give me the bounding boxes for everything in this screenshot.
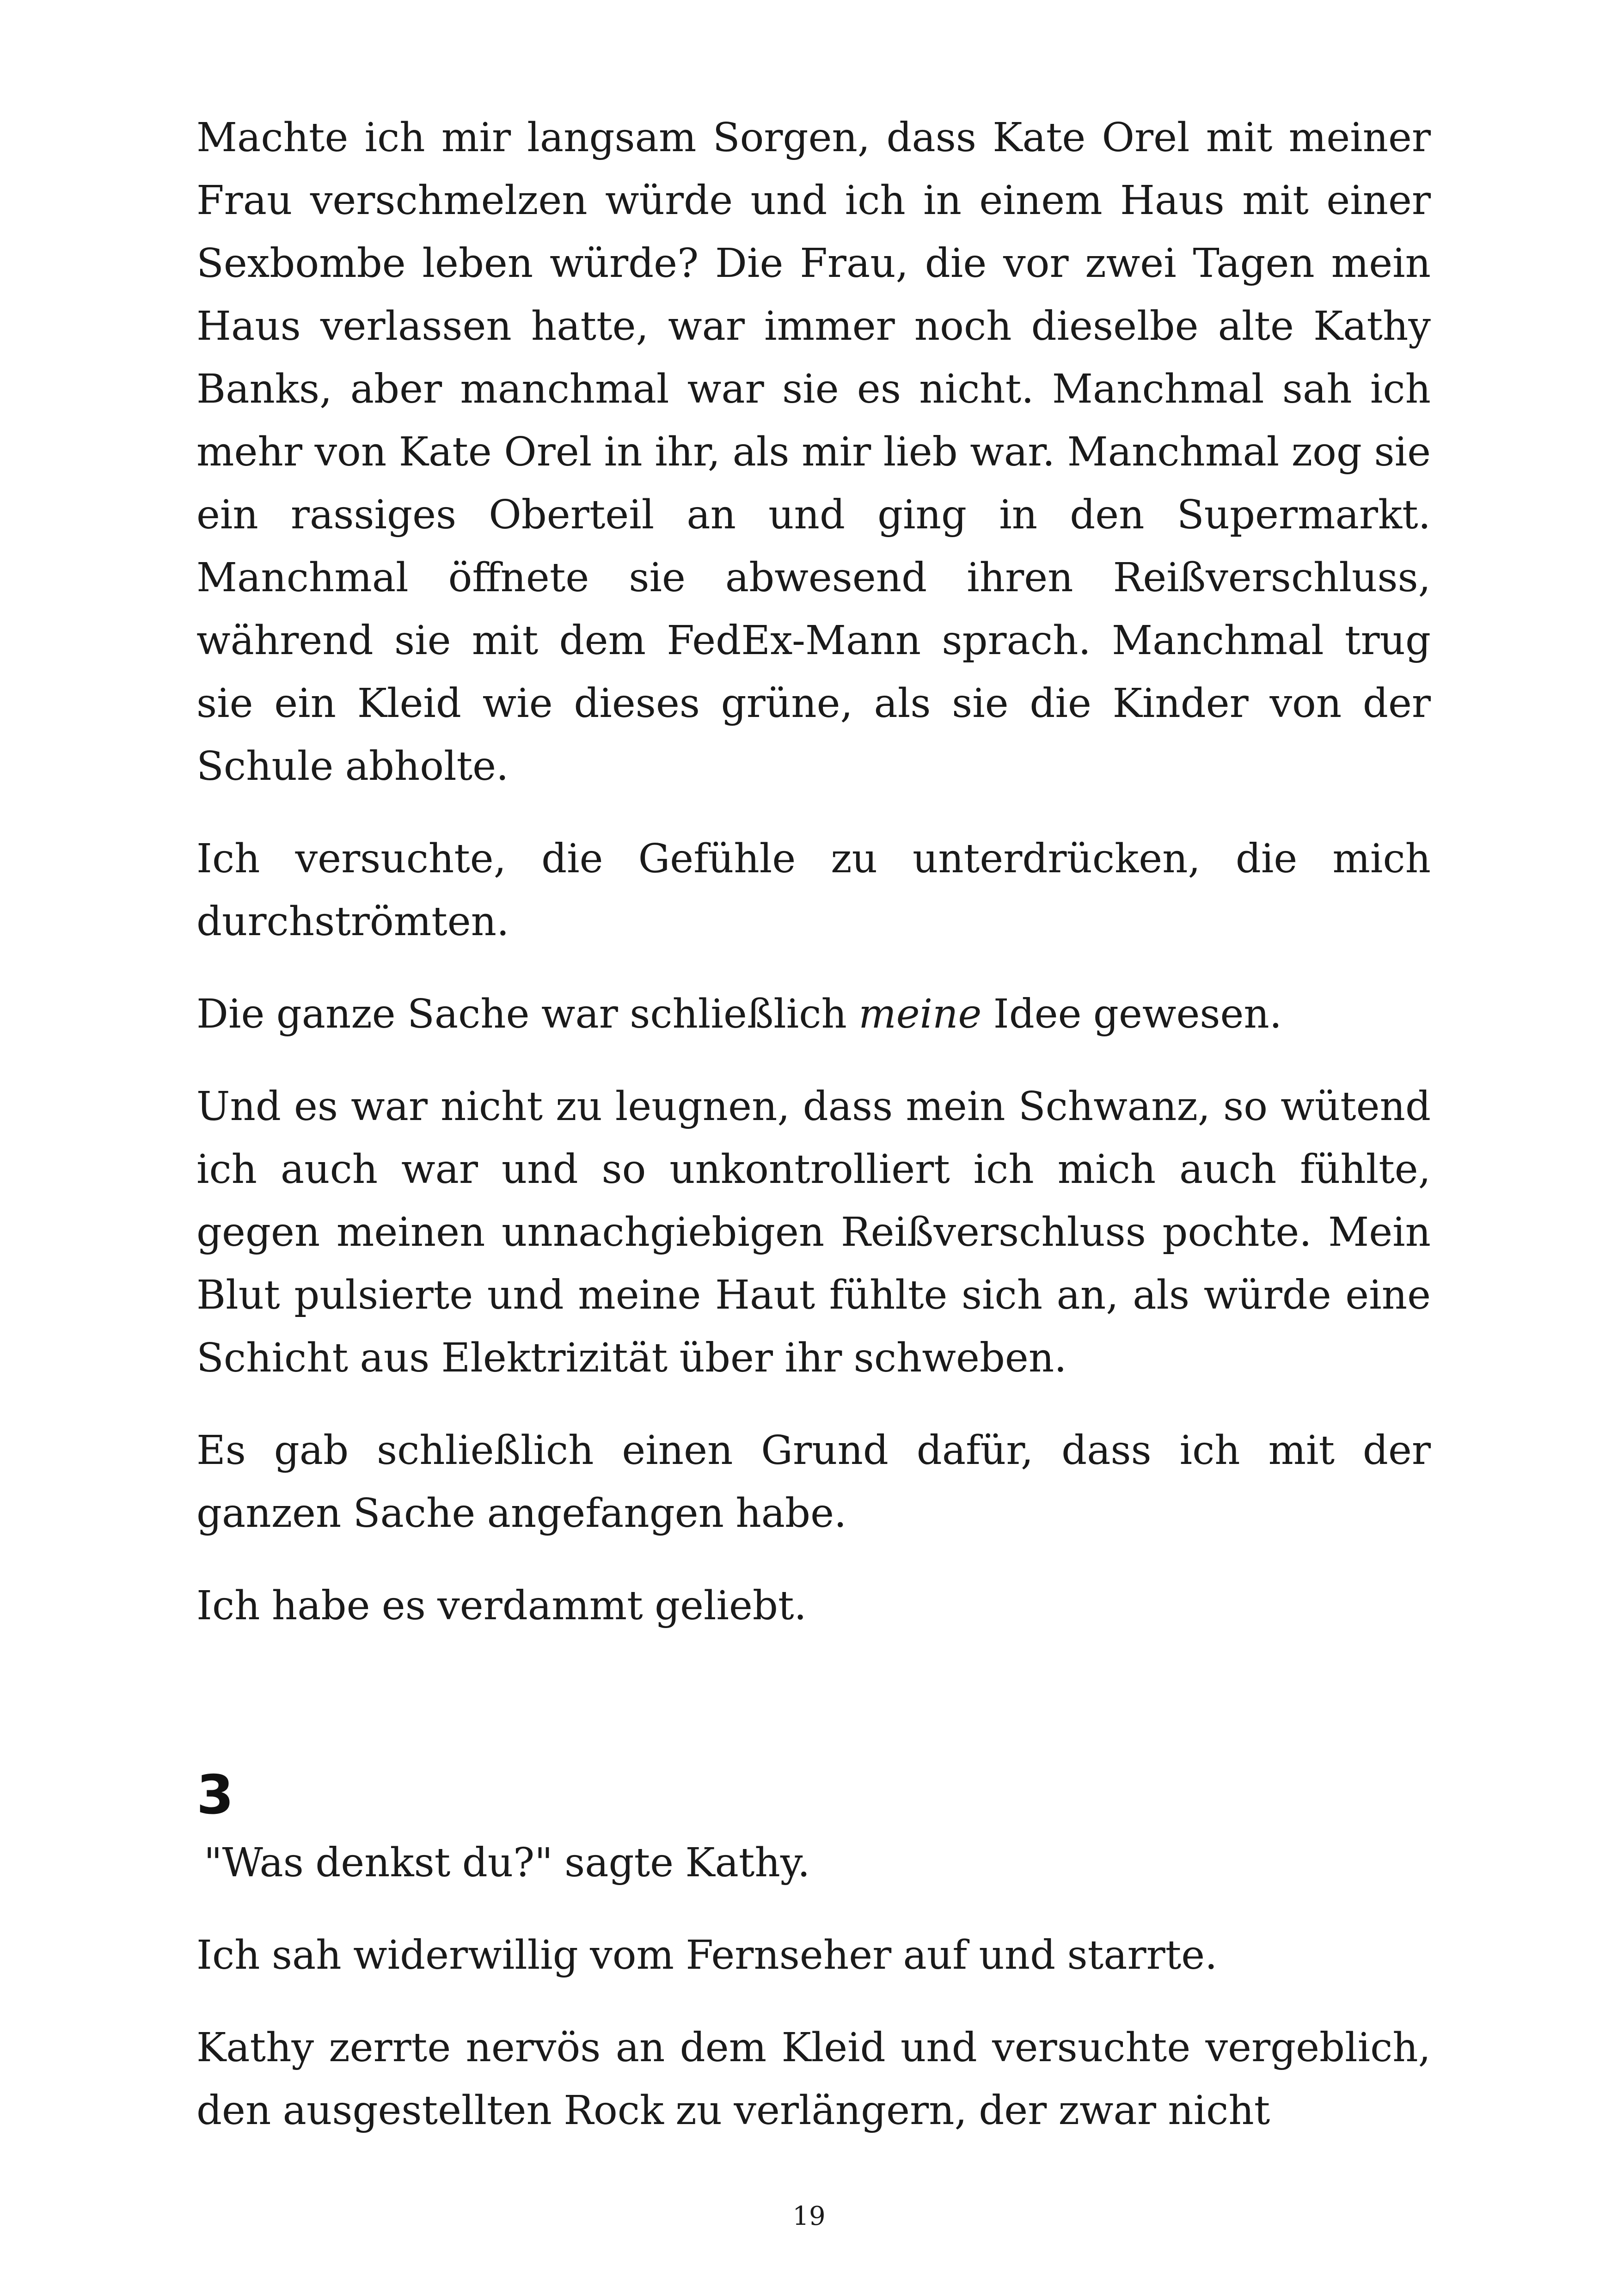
paragraph: Und es war nicht zu leugnen, dass mein Schwanz, so wütend ich auch war und so unkontrolliert ich mich auch fühlte, gegen meinen unnachgiebigen Reißverschluss pochte. Mein Blut pulsierte und meine Haut fühlte sich an, als würde eine Schicht aus Elektrizität über ihr schweben. <box>196 1084 1431 1381</box>
paragraph: Es gab schließlich einen Grund dafür, dass ich mit der ganzen Sache angefangen habe. <box>196 1427 1431 1537</box>
emphasized-word: meine <box>858 991 982 1037</box>
paragraph-text: Idee gewesen. <box>981 991 1282 1037</box>
paragraph: Ich versuchte, die Gefühle zu unterdrücken, die mich durchströmten. <box>196 836 1431 945</box>
paragraph: Kathy zerrte nervös an dem Kleid und versuchte vergeblich, den ausgestellten Rock zu verlängern, der zwar nicht <box>196 2025 1431 2134</box>
page-body <box>196 106 1431 2172</box>
page-number: 19 <box>792 2201 826 2231</box>
paragraph: Ich habe es verdammt geliebt. <box>196 1583 807 1629</box>
paragraph: Machte ich mir langsam Sorgen, dass Kate Orel mit meiner Frau verschmelzen würde und ich in einem Haus mit einer Sexbombe leben würde? Die Frau, die vor zwei Tagen mein Haus verlassen hatte, war immer noch dieselbe alte Kathy Banks, aber manchmal war sie es nicht. Manchmal sah ich mehr von Kate Orel in ihr, als mir lieb war. Manchmal zog sie ein rassiges Oberteil an und ging in den Supermarkt. Manchmal öffnete sie abwesend ihren Reißverschluss, während sie mit dem FedEx-Mann sprach. Manchmal trug sie ein Kleid wie dieses grüne, als sie die Kinder von der Schule abholte. <box>196 115 1431 790</box>
chapter-heading: 3 <box>196 1764 234 1826</box>
paragraph <box>196 983 1431 1046</box>
paragraph: "Was denkst du?" sagte Kathy. <box>204 1840 810 1886</box>
paragraph: Ich sah widerwillig vom Fernseher auf und starrte. <box>196 1932 1218 1978</box>
paragraph-text: Die ganze Sache war schließlich <box>196 991 859 1037</box>
